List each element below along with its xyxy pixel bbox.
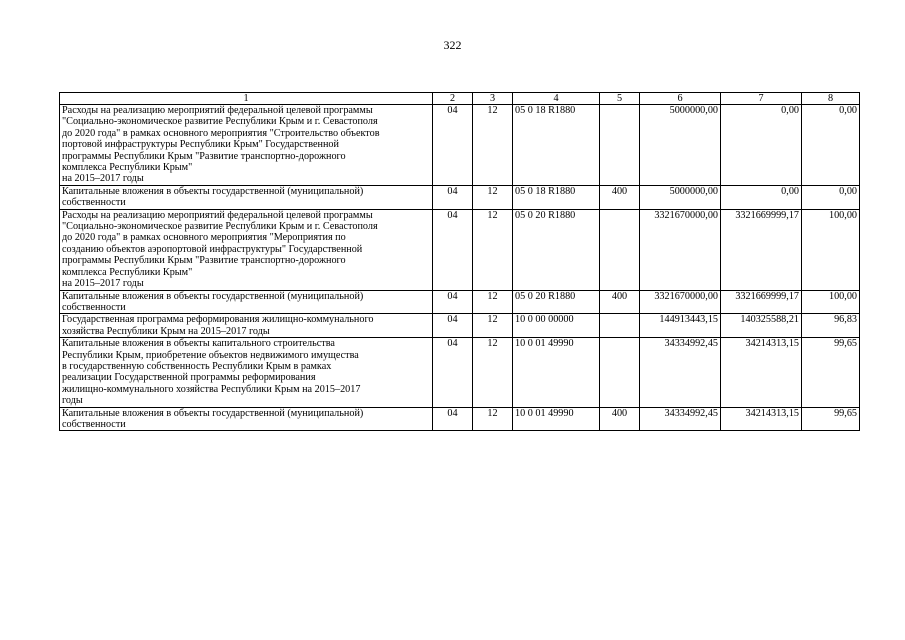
target-article-cell: 10 0 00 00000 <box>513 314 600 338</box>
percent-cell: 100,00 <box>802 209 860 290</box>
header-cell-3: 3 <box>473 93 513 105</box>
actual-amount-cell: 34214313,15 <box>721 407 802 431</box>
header-cell-7: 7 <box>721 93 802 105</box>
budget-table <box>59 92 860 431</box>
target-article-cell: 05 0 18 R1880 <box>513 185 600 209</box>
section-code-cell: 04 <box>433 105 473 186</box>
expense-name-cell: Капитальные вложения в объекты государственной (муниципальной) собственности <box>60 185 433 209</box>
actual-amount-cell: 3321669999,17 <box>721 290 802 314</box>
header-cell-2: 2 <box>433 93 473 105</box>
header-cell-5: 5 <box>600 93 640 105</box>
header-cell-4: 4 <box>513 93 600 105</box>
subsection-code-cell: 12 <box>473 338 513 407</box>
subsection-code-cell: 12 <box>473 290 513 314</box>
planned-amount-cell: 3321670000,00 <box>640 290 721 314</box>
expense-type-cell <box>600 105 640 186</box>
table-row <box>60 209 860 290</box>
expense-type-cell: 400 <box>600 407 640 431</box>
table-row <box>60 105 860 186</box>
section-code-cell: 04 <box>433 314 473 338</box>
subsection-code-cell: 12 <box>473 209 513 290</box>
percent-cell: 96,83 <box>802 314 860 338</box>
target-article-cell: 05 0 20 R1880 <box>513 290 600 314</box>
target-article-cell: 10 0 01 49990 <box>513 338 600 407</box>
planned-amount-cell: 5000000,00 <box>640 105 721 186</box>
percent-cell: 100,00 <box>802 290 860 314</box>
actual-amount-cell: 0,00 <box>721 105 802 186</box>
expense-type-cell: 400 <box>600 290 640 314</box>
actual-amount-cell: 140325588,21 <box>721 314 802 338</box>
subsection-code-cell: 12 <box>473 105 513 186</box>
expense-name-cell: Капитальные вложения в объекты государственной (муниципальной) собственности <box>60 407 433 431</box>
expense-name-cell: Капитальные вложения в объекты государственной (муниципальной) собственности <box>60 290 433 314</box>
expense-name-cell: Расходы на реализацию мероприятий федеральной целевой программы "Социально-экономическое развитие Республики Крым и г. Севастополя до 2020 года" в рамках основного мероприятия "Строительство объектов портовой инфраструктуры Республики Крым" Государственной программы Республики Крым "Развитие транспортно-дорожного комплекса Республики Крым" на 2015–2017 годы <box>60 105 433 186</box>
target-article-cell: 05 0 18 R1880 <box>513 105 600 186</box>
expense-name-cell: Государственная программа реформирования жилищно-коммунального хозяйства Республики Крым на 2015–2017 годы <box>60 314 433 338</box>
planned-amount-cell: 144913443,15 <box>640 314 721 338</box>
section-code-cell: 04 <box>433 185 473 209</box>
section-code-cell: 04 <box>433 209 473 290</box>
section-code-cell: 04 <box>433 338 473 407</box>
expense-type-cell <box>600 338 640 407</box>
section-code-cell: 04 <box>433 407 473 431</box>
percent-cell: 0,00 <box>802 185 860 209</box>
header-cell-6: 6 <box>640 93 721 105</box>
target-article-cell: 05 0 20 R1880 <box>513 209 600 290</box>
target-article-cell: 10 0 01 49990 <box>513 407 600 431</box>
header-cell-8: 8 <box>802 93 860 105</box>
page-number: 322 <box>443 38 462 52</box>
percent-cell: 99,65 <box>802 338 860 407</box>
subsection-code-cell: 12 <box>473 314 513 338</box>
expense-type-cell <box>600 314 640 338</box>
planned-amount-cell: 34334992,45 <box>640 338 721 407</box>
section-code-cell: 04 <box>433 290 473 314</box>
percent-cell: 0,00 <box>802 105 860 186</box>
table-row <box>60 407 860 431</box>
expense-name-cell: Капитальные вложения в объекты капитального строительства Республики Крым, приобретение объектов недвижимого имущества в государственную собственность Республики Крым в рамках реализации Государственной программы реформирования жилищно-коммунального хозяйства Республики Крым на 2015–2017 годы <box>60 338 433 407</box>
actual-amount-cell: 0,00 <box>721 185 802 209</box>
planned-amount-cell: 5000000,00 <box>640 185 721 209</box>
subsection-code-cell: 12 <box>473 407 513 431</box>
expense-type-cell: 400 <box>600 185 640 209</box>
header-cell-1: 1 <box>60 93 433 105</box>
percent-cell: 99,65 <box>802 407 860 431</box>
planned-amount-cell: 34334992,45 <box>640 407 721 431</box>
table-row <box>60 290 860 314</box>
expense-type-cell <box>600 209 640 290</box>
table-row <box>60 314 860 338</box>
table-row <box>60 185 860 209</box>
actual-amount-cell: 3321669999,17 <box>721 209 802 290</box>
subsection-code-cell: 12 <box>473 185 513 209</box>
planned-amount-cell: 3321670000,00 <box>640 209 721 290</box>
table-row <box>60 338 860 407</box>
actual-amount-cell: 34214313,15 <box>721 338 802 407</box>
header-row <box>60 93 860 105</box>
expense-name-cell: Расходы на реализацию мероприятий федеральной целевой программы "Социально-экономическое развитие Республики Крым и г. Севастополя до 2020 года" в рамках основного мероприятия "Мероприятия по созданию объектов аэропортовой инфраструктуры" Государственной программы Республики Крым "Развитие транспортно-дорожного комплекса Республики Крым" на 2015–2017 годы <box>60 209 433 290</box>
